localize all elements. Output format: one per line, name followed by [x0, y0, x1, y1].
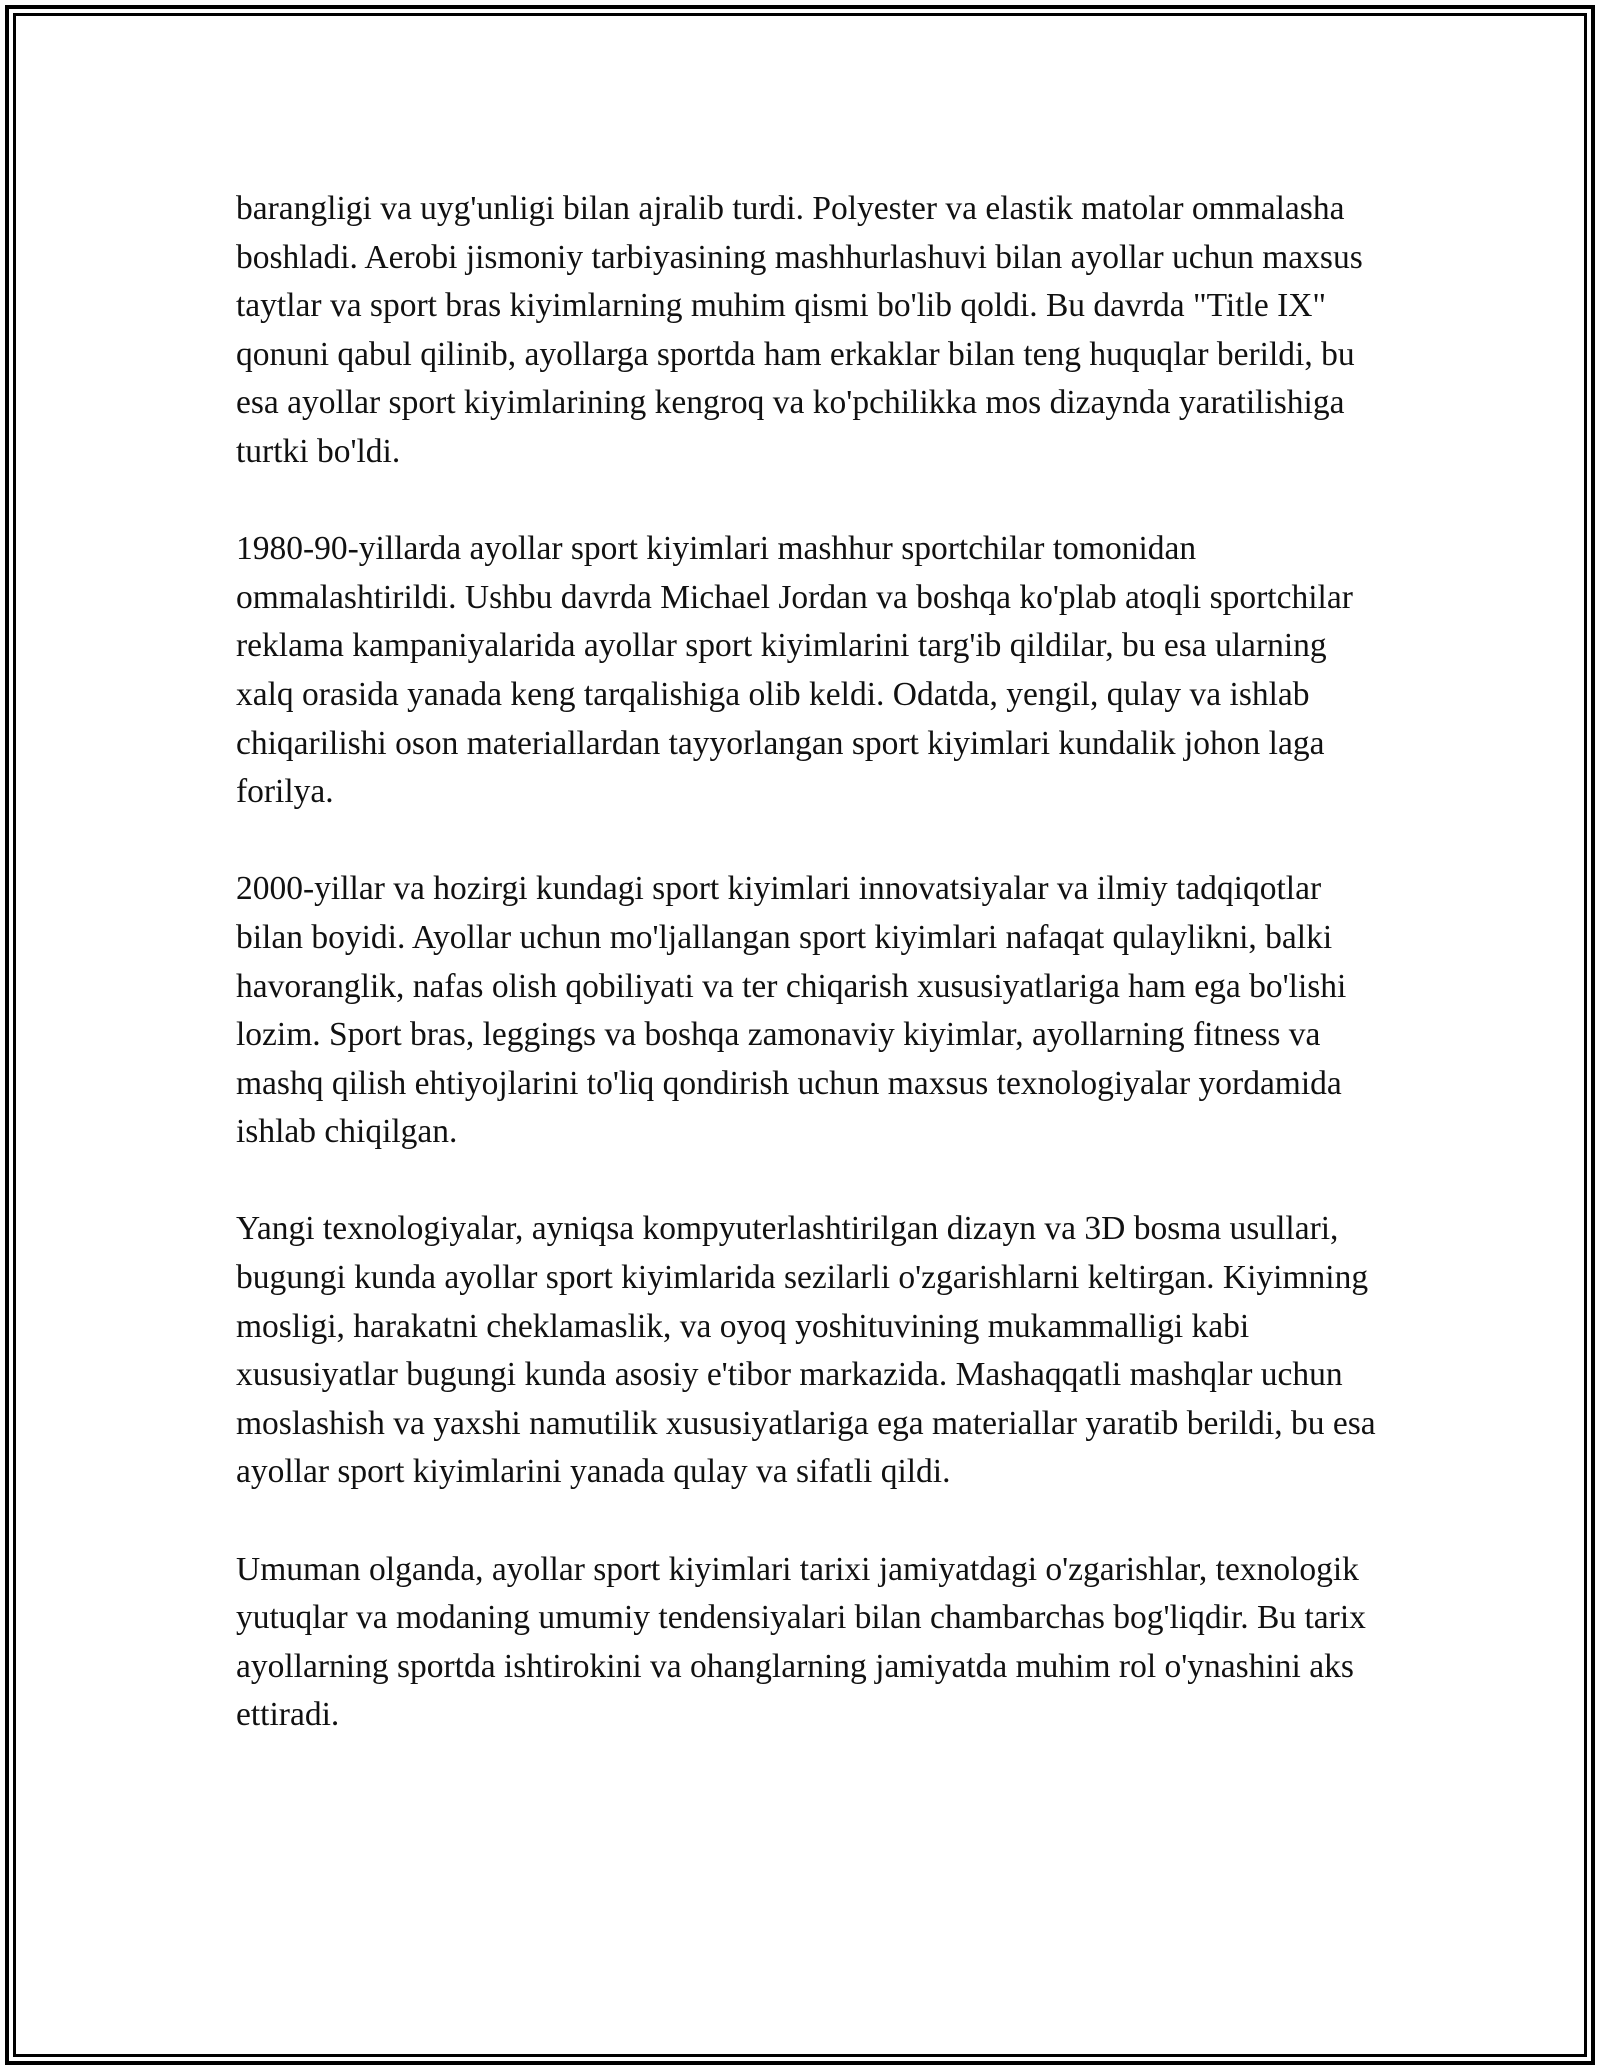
document-body [236, 185, 1386, 1740]
paragraph-2: 1980-90-yillarda ayollar sport kiyimlari mashhur sportchilar tomonidan ommalashtirildi. Ushbu davrda Michael Jordan va boshqa ko'plab atoqli sportchilar reklama kampaniyalarida ayollar sport kiyimlarini targ'ib qildilar, bu esa ularning xalq orasida yanada keng tarqalishiga olib keldi. Odatda, yengil, qulay va ishlab chiqarilishi oson materiallardan tayyorlangan sport kiyimlari kundalik johon laga forilya. [236, 530, 1353, 811]
paragraph-3: 2000-yillar va hozirgi kundagi sport kiyimlari innovatsiyalar va ilmiy tadqiqotlar bilan boyidi. Ayollar uchun mo'ljallangan sport kiyimlari nafaqat qulaylikni, balki havoranglik, nafas olish qobiliyati va ter chiqarish xususiyatlariga ham ega bo'lishi lozim. Sport bras, leggings va boshqa zamonaviy kiyimlar, ayollarning fitness va mashq qilish ehtiyojlarini to'liq qondirish uchun maxsus texnologiyalar yordamida ishlab chiqilgan. [236, 870, 1347, 1151]
paragraph-5: Umuman olganda, ayollar sport kiyimlari tarixi jamiyatdagi o'zgarishlar, texnologik yutuqlar va modaning umumiy tendensiyalari bilan chambarchas bog'liqdir. Bu tarix ayollarning sportda ishtirokini va ohanglarning jamiyatda muhim rol o'ynashini aks ettiradi. [236, 1550, 1366, 1734]
paragraph-1: barangligi va uyg'unligi bilan ajralib turdi. Polyester va elastik matolar ommalasha boshladi. Aerobi jismoniy tarbiyasining mashhurlashuvi bilan ayollar uchun maxsus taytlar va sport bras kiyimlarning muhim qismi bo'lib qoldi. Bu davrda "Title IX" qonuni qabul qilinib, ayollarga sportda ham erkaklar bilan teng huquqlar berildi, bu esa ayollar sport kiyimlarining kengroq va ko'pchilikka mos dizaynda yaratilishiga turtki bo'ldi. [236, 190, 1363, 470]
paragraph-4: Yangi texnologiyalar, ayniqsa kompyuterlashtirilgan dizayn va 3D bosma usullari, bugungi kunda ayollar sport kiyimlarida sezilarli o'zgarishlarni keltirgan. Kiyimning mosligi, harakatni cheklamaslik, va oyoq yoshituvining mukammalligi kabi xususiyatlar bugungi kunda asosiy e'tibor markazida. Mashaqqatli mashqlar uchun moslashish va yaxshi namutilik xususiyatlariga ega materiallar yaratib berildi, bu esa ayollar sport kiyimlarini yanada qulay va sifatli qildi. [236, 1210, 1376, 1491]
